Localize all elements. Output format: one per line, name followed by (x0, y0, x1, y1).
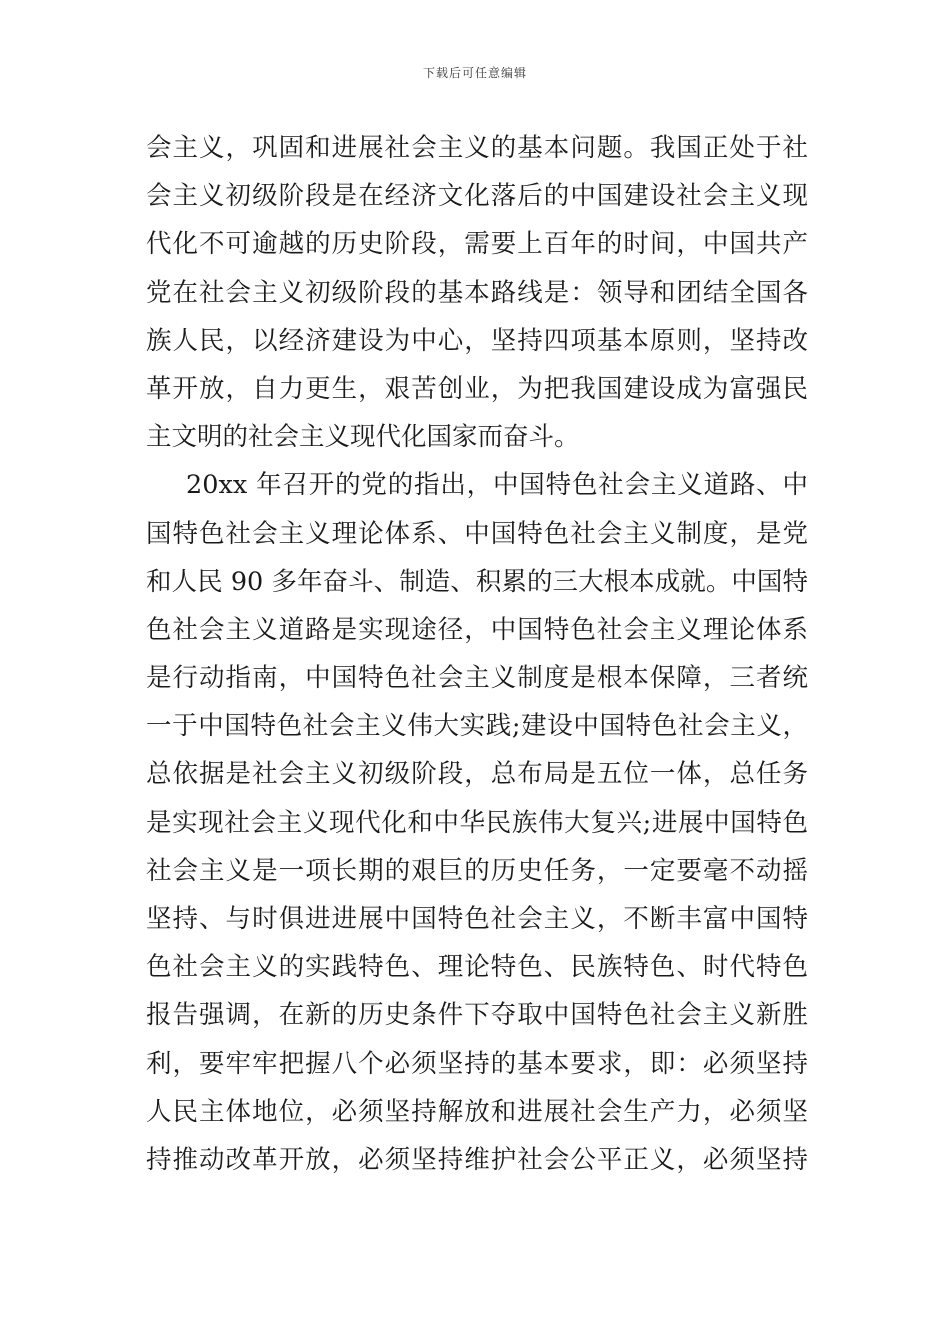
text-line: 人民主体地位，必须坚持解放和进展社会生产力，必须坚 (146, 1096, 808, 1127)
text-line: 20xx 年召开的党的指出，中国特色社会主义道路、中 (186, 470, 808, 501)
text-line: 总依据是社会主义初级阶段，总布局是五位一体，总任务 (146, 759, 808, 790)
text-line: 报告强调，在新的历史条件下夺取中国特色社会主义新胜 (146, 1000, 808, 1031)
text-line: 党在社会主义初级阶段的基本路线是：领导和团结全国各 (146, 277, 808, 308)
text-line: 国特色社会主义理论体系、中国特色社会主义制度，是党 (146, 518, 808, 549)
text-line: 和人民 90 多年奋斗、制造、积累的三大根本成就。中国特 (146, 566, 808, 597)
text-line: 是行动指南，中国特色社会主义制度是根本保障，三者统 (146, 663, 808, 694)
text-line: 革开放，自力更生，艰苦创业，为把我国建设成为富强民 (146, 373, 808, 404)
text-line: 色社会主义道路是实现途径，中国特色社会主义理论体系 (146, 614, 808, 645)
text-line: 利，要牢牢把握八个必须坚持的基本要求，即：必须坚持 (146, 1048, 808, 1079)
text-line: 会主义初级阶段是在经济文化落后的中国建设社会主义现 (146, 181, 808, 212)
text-line: 族人民，以经济建设为中心，坚持四项基本原则，坚持改 (146, 325, 808, 356)
document-body (146, 124, 808, 1184)
text-line: 一于中国特色社会主义伟大实践;建设中国特色社会主义， (146, 711, 808, 742)
page-header: 下载后可任意编辑 (422, 66, 527, 80)
text-line: 主文明的社会主义现代化国家而奋斗。 (146, 422, 580, 453)
text-line: 是实现社会主义现代化和中华民族伟大复兴;进展中国特色 (146, 807, 808, 838)
text-line: 坚持、与时俱进进展中国特色社会主义，不断丰富中国特 (146, 904, 808, 934)
text-line: 社会主义是一项长期的艰巨的历史任务，一定要毫不动摇 (146, 855, 808, 886)
text-line: 会主义，巩固和进展社会主义的基本问题。我国正处于社 (146, 133, 808, 163)
text-line: 代化不可逾越的历史阶段，需要上百年的时间，中国共产 (146, 229, 808, 260)
text-line: 色社会主义的实践特色、理论特色、民族特色、时代特色 (146, 952, 808, 983)
text-line: 持推动改革开放，必须坚持维护社会公平正义，必须坚持 (146, 1144, 808, 1175)
